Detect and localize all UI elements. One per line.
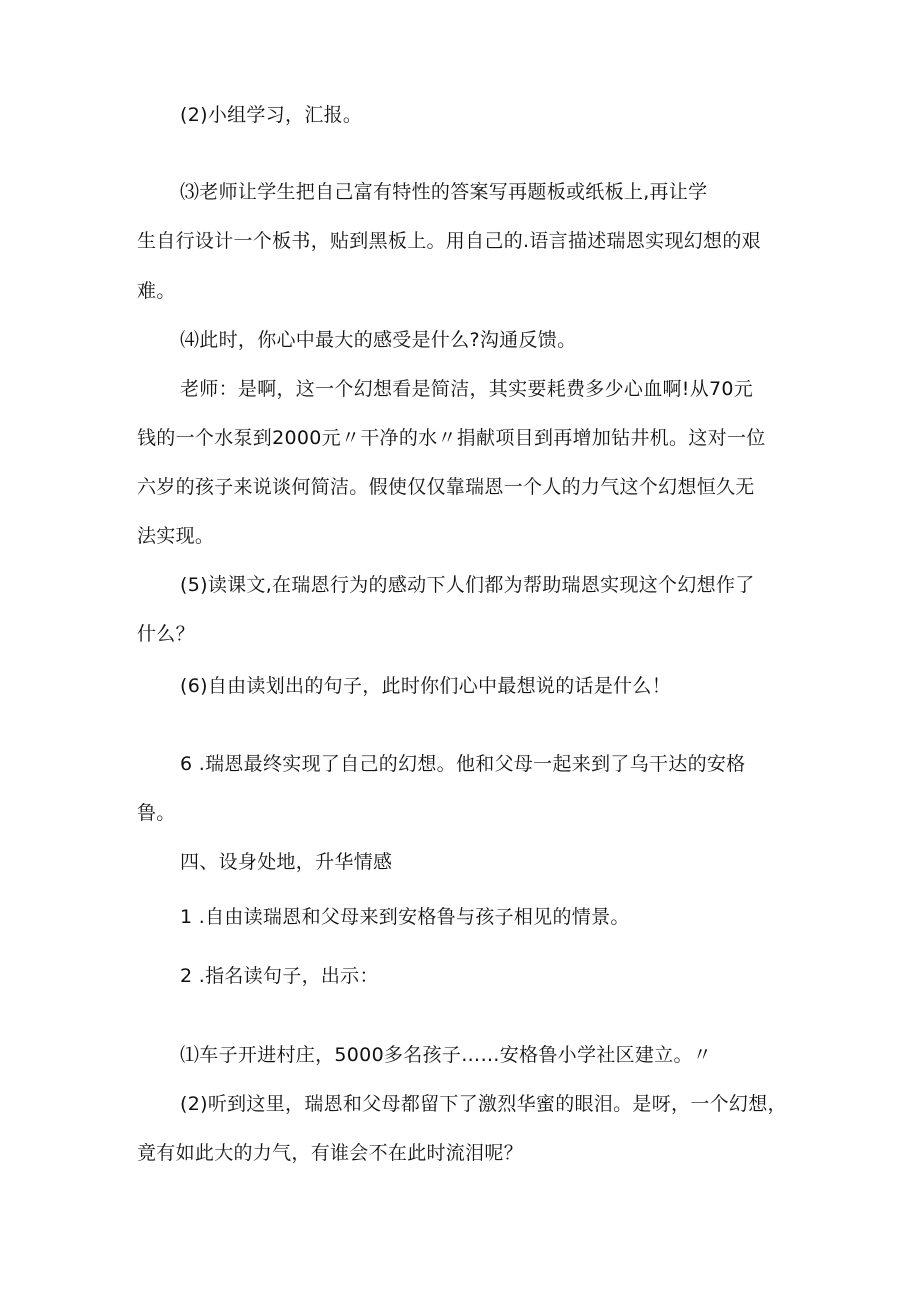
paragraph-line: (2)小组学习，汇报。 <box>180 104 363 126</box>
paragraph-line: 6 .瑞恩最终实现了自己的幻想。他和父母一起来到了乌干达的安格 <box>180 753 746 775</box>
paragraph-line: 什么？ <box>137 623 195 645</box>
section-heading: 四、设身处地，升华情感 <box>180 851 393 873</box>
paragraph-line: ⑶老师让学生把自己富有特性的答案写再题板或纸板上,再让学 <box>180 181 708 203</box>
paragraph-line: 鲁。 <box>137 802 176 824</box>
paragraph-line: 钱的一个水泵到2000元〃干净的水〃捐献项目到再增加钻井机。这对一位 <box>137 427 766 449</box>
paragraph-line: 1 .自由读瑞恩和父母来到安格鲁与孩子相见的情景。 <box>180 906 630 928</box>
paragraph-line: 2 .指名读句子，出示： <box>180 965 379 987</box>
paragraph-line: ⑴车子开进村庄，5000多名孩子……安格鲁小学社区建立。〃 <box>180 1044 713 1066</box>
paragraph-line: 难。 <box>137 280 176 302</box>
paragraph-line: 生自行设计一个板书，贴到黑板上。用自己的.语言描述瑞恩实现幻想的艰 <box>137 230 761 252</box>
paragraph-line: 法实现。 <box>137 525 215 547</box>
paragraph-line: (5)读课文,在瑞恩行为的感动下人们都为帮助瑞恩实现这个幻想作了 <box>180 574 755 596</box>
paragraph-line: 老师：是啊，这一个幻想看是简洁，其实要耗费多少心血啊!从70元 <box>180 378 754 400</box>
paragraph-line: (2)听到这里，瑞恩和父母都留下了激烈华蜜的眼泪。是呀，一个幻想， <box>180 1093 787 1115</box>
paragraph-line: 六岁的孩子来说谈何简洁。假使仅仅靠瑞恩一个人的力气这个幻想恒久无 <box>137 476 755 498</box>
paragraph-line: 竟有如此大的力气，有谁会不在此时流泪呢？ <box>137 1142 524 1164</box>
paragraph-line: ⑷此时，你心中最大的感受是什么?沟通反馈。 <box>180 329 577 351</box>
paragraph-line: (6)自由读划出的句子，此时你们心中最想说的话是什么！ <box>180 675 672 697</box>
